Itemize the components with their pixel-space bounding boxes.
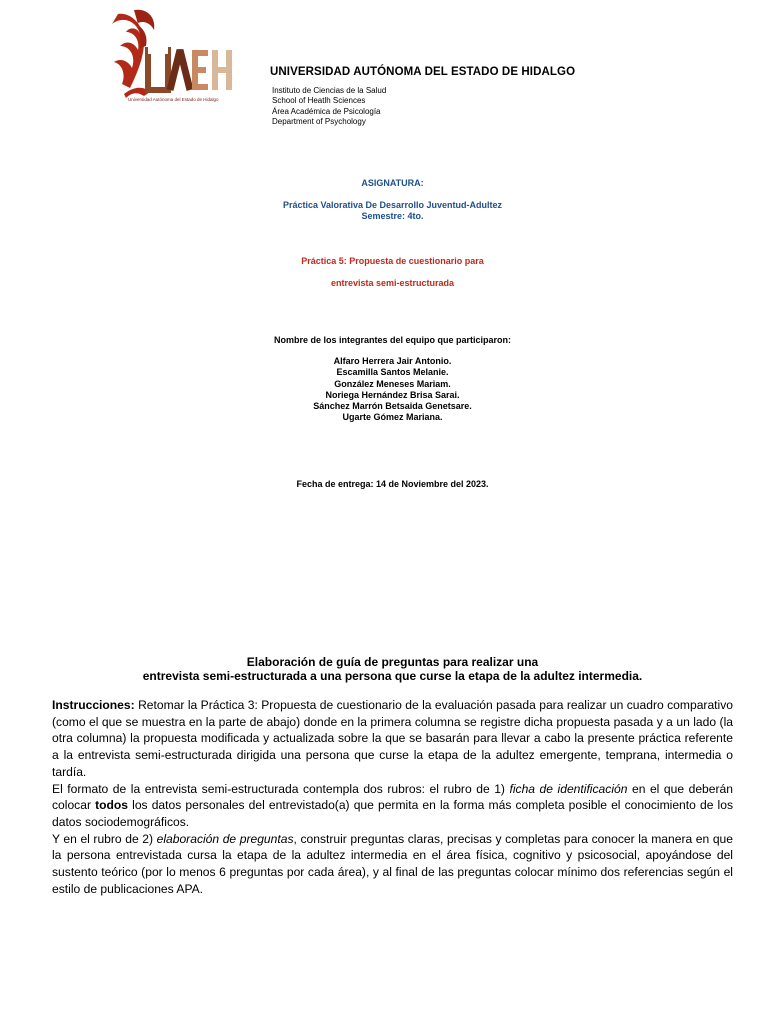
semester: Semestre: 4to.: [361, 211, 424, 221]
practice-title-line2: entrevista semi-estructurada: [330, 278, 455, 288]
bold-term: todos: [95, 798, 129, 813]
italic-term: elaboración de preguntas: [156, 831, 294, 846]
practice-title-line1: Práctica 5: Propuesta de cuestionario para: [301, 256, 484, 266]
text-run: Y en el rubro de 2): [52, 831, 157, 846]
text-run: El formato de la entrevista semi-estructurada contempla dos rubros: el rubro de 1): [52, 781, 510, 796]
italic-term: ficha de identificación: [509, 781, 628, 796]
team-member: Noriega Hernández Brisa Sarai.: [325, 390, 460, 400]
university-name: UNIVERSIDAD AUTÓNOMA DEL ESTADO DE HIDALGO: [270, 66, 576, 78]
subject-name: Práctica Valorativa De Desarrollo Juventud-Adultez: [282, 200, 503, 210]
subject-heading: ASIGNATURA:: [361, 178, 424, 188]
section-title-line1: Elaboración de guía de preguntas para realizar una: [246, 655, 539, 669]
text-run: , construir preguntas claras, precisas y completas para conocer la manera en que la persona entrevistada cursa la etapa de la adultez intermedia en el área física, cognitivo y psicosocial, apoyándose del sustento teórico (por lo menos 6 preguntas por cada área), y al final de las preguntas colocar mínimo dos referencias según el estilo de publicaciones APA.: [52, 831, 733, 896]
team-member: Sánchez Marrón Betsaida Genetsare.: [313, 401, 472, 411]
institute-line: Área Académica de Psicología: [272, 106, 381, 116]
uaeh-logo: [104, 6, 234, 126]
delivery-date: Fecha de entrega: 14 de Noviembre del 2023.: [296, 479, 489, 489]
instructions-text: [52, 697, 733, 897]
instructions-body: Retomar la Práctica 3: Propuesta de cuestionario de la evaluación pasada para realizar un cuadro comparativo (como el que se muestra en la parte de abajo) donde en la primera columna se registre dicha propuesta pasada y a un lado (la otra columna) la propuesta modificada y actualizada sobre la que se basarán para llevar a cabo la presente práctica referente a la entrevista semi-estructurada dirigida una persona que curse la etapa de la adultez emergente, temprana, intermedia o tardía.: [52, 698, 733, 779]
format-paragraph: [52, 781, 733, 831]
logo-caption: Universidad Autónoma del Estado de Hidalgo: [128, 97, 219, 102]
instructions-paragraph: [52, 697, 733, 781]
institute-line: Instituto de Ciencias de la Salud: [272, 86, 387, 95]
institute-info: [272, 86, 386, 127]
section-title: [0, 656, 768, 683]
team-member: Alfaro Herrera Jair Antonio.: [333, 356, 452, 366]
team-member: González Meneses Mariam.: [334, 379, 451, 389]
questions-paragraph: [52, 831, 733, 898]
institute-line: School of Heatlh Sciences: [272, 96, 366, 106]
institute-line: Department of Psychology: [272, 116, 366, 126]
text-run: los datos personales del entrevistado(a) que permita en la forma más completa posible el conocimiento de los datos sociodemográficos.: [52, 798, 733, 829]
text-run: en el que deberán colocar: [52, 781, 733, 813]
team-member: Ugarte Gómez Mariana.: [342, 412, 443, 422]
uaeh-logo-graphic: [104, 6, 234, 106]
team-member: Escamilla Santos Melanie.: [336, 367, 449, 377]
team-heading: Nombre de los integrantes del equipo que participaron:: [273, 335, 512, 345]
section-title-line2: entrevista semi-estructurada a una persona que curse la etapa de la adultez intermedia.: [142, 668, 643, 683]
instructions-label: Instrucciones:: [52, 698, 135, 712]
